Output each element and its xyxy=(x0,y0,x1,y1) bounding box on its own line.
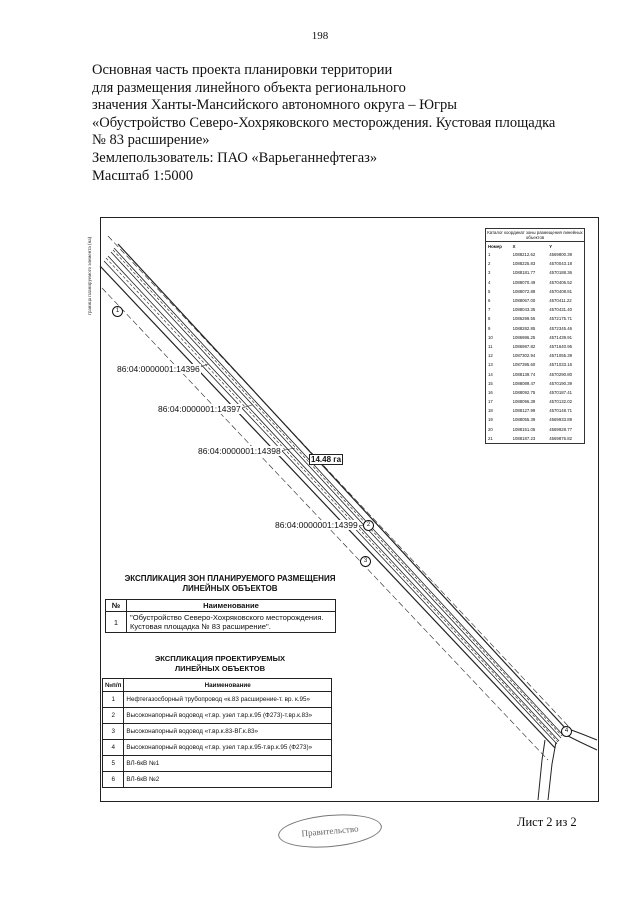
catalog-cell: 3 xyxy=(488,270,491,276)
catalog-cell: 21 xyxy=(488,435,493,441)
table-header-row xyxy=(106,600,336,612)
catalog-cell: 4570406.52 xyxy=(549,279,572,285)
table-row xyxy=(106,612,336,633)
catalog-header-cell: Номер xyxy=(488,243,502,249)
sheet-label: Лист 2 из 2 xyxy=(517,815,577,829)
catalog-cell: 4570132.02 xyxy=(549,399,572,405)
parcel-label: 86:04:0000001:14396 xyxy=(117,364,200,374)
catalog-cell: 20 xyxy=(488,426,493,432)
catalog-cell: 1088089.47 xyxy=(512,380,536,386)
catalog-cell: 5 xyxy=(488,288,491,294)
header-line: № 83 расширение» xyxy=(92,132,210,149)
catalog-cell: 1087302.94 xyxy=(512,353,536,359)
catalog-cell: 4569800.39 xyxy=(549,252,572,258)
zones-explication-title xyxy=(105,574,355,594)
catalog-cell: 6 xyxy=(488,298,491,304)
table-cell: 1 xyxy=(106,612,127,633)
table-cell: 5 xyxy=(103,756,124,772)
catalog-row xyxy=(486,379,584,388)
catalog-cell: 4570188.36 xyxy=(549,270,572,276)
catalog-cell: 4569933.89 xyxy=(549,417,572,423)
catalog-cell: 1088043.35 xyxy=(512,307,536,313)
table-cell: Нефтегазосборный трубопровод «к.83 расширение-т. вр. к.95» xyxy=(124,692,332,708)
catalog-cell: 1088181.77 xyxy=(512,270,536,276)
area-label: 14.48 га xyxy=(311,455,342,464)
catalog-cell: 1088067.00 xyxy=(512,298,536,304)
catalog-cell: 4570043.18 xyxy=(549,261,572,267)
table-row xyxy=(103,724,332,740)
table-cell: Высоконапорный водовод «т.вр. узел т.вр.к.95-т.вр.к.95 (Ф273)» xyxy=(124,740,332,756)
table-cell: 4 xyxy=(103,740,124,756)
table-cell: ВЛ-6кВ №2 xyxy=(124,772,332,788)
parcel-label: 86:04:0000001:14397 xyxy=(158,404,241,414)
catalog-cell: 4572175.71 xyxy=(549,316,572,322)
road-line xyxy=(548,742,556,800)
catalog-row xyxy=(486,259,584,268)
point-marker: 2 xyxy=(363,520,374,531)
catalog-cell: 1088127.99 xyxy=(512,408,536,414)
zones-title-line: ЛИНЕЙНЫХ ОБЪЕКТОВ xyxy=(182,584,278,593)
table-cell: Высоконапорный водовод «т.вр. узел т.вр.к.95 (Ф273)-т.вр.к.83» xyxy=(124,708,332,724)
table-cell: 3 xyxy=(103,724,124,740)
catalog-row xyxy=(486,342,584,351)
catalog-row xyxy=(486,324,584,333)
table-cell: ВЛ-6кВ №1 xyxy=(124,756,332,772)
point-marker: 1 xyxy=(112,306,123,317)
catalog-cell: 1086987.82 xyxy=(512,343,536,349)
catalog-cell: 8 xyxy=(488,316,491,322)
table-row xyxy=(103,772,332,788)
parcel-label: 86:04:0000001:14399 xyxy=(275,520,358,530)
catalog-cell: 15 xyxy=(488,380,493,386)
catalog-cell: 1088096.39 xyxy=(512,399,536,405)
coordinate-catalog xyxy=(485,228,585,444)
catalog-row xyxy=(486,305,584,314)
catalog-row xyxy=(486,278,584,287)
catalog-row xyxy=(486,434,584,443)
catalog-cell: 10 xyxy=(488,334,493,340)
catalog-cell: 4571033.16 xyxy=(549,362,572,368)
catalog-row xyxy=(486,369,584,378)
catalog-cell: 16 xyxy=(488,389,493,395)
catalog-cell: 1088282.85 xyxy=(512,325,536,331)
catalog-row xyxy=(486,360,584,369)
objects-title-line: ЛИНЕЙНЫХ ОБЪЕКТОВ xyxy=(174,664,266,673)
catalog-title: Каталог координат зоны размещения линейных объектов xyxy=(487,230,583,240)
header-line: Землепользователь: ПАО «Варьеганнефтегаз» xyxy=(92,149,378,166)
catalog-cell: 4570408.81 xyxy=(549,288,572,294)
table-header-cell: Наименование xyxy=(124,679,332,692)
catalog-cell: 12 xyxy=(488,353,493,359)
catalog-cell: 2 xyxy=(488,261,491,267)
catalog-cell: 4569928.77 xyxy=(549,426,572,432)
catalog-cell: 7 xyxy=(488,307,491,313)
parcel-label: 86:04:0000001:14398 xyxy=(198,446,281,456)
table-header-cell: №п/п xyxy=(103,679,124,692)
header-line: Основная часть проекта планировки территории xyxy=(92,62,393,78)
road-line xyxy=(538,740,545,800)
catalog-cell: 4570187.41 xyxy=(549,389,572,395)
catalog-row xyxy=(486,425,584,434)
road-line xyxy=(566,735,597,750)
catalog-row xyxy=(486,333,584,342)
catalog-cell: 4569876.82 xyxy=(549,435,572,441)
catalog-cell: 1088055.39 xyxy=(512,417,536,423)
catalog-cell: 1087395.60 xyxy=(512,362,536,368)
catalog-row xyxy=(486,351,584,360)
catalog-cell: 1 xyxy=(488,252,491,258)
catalog-cell: 19 xyxy=(488,417,493,423)
catalog-cell: 1088212.62 xyxy=(512,252,536,258)
catalog-cell: 17 xyxy=(488,399,493,405)
catalog-cell: 4 xyxy=(488,279,491,285)
zones-title-line: ЭКСПЛИКАЦИЯ ЗОН ПЛАНИРУЕМОГО РАЗМЕЩЕНИЯ xyxy=(124,574,336,583)
catalog-cell: 1086299.55 xyxy=(512,316,536,322)
catalog-row xyxy=(486,250,584,259)
catalog-row xyxy=(486,415,584,424)
header-line: Масштаб 1:5000 xyxy=(92,167,194,184)
objects-explication-table xyxy=(102,678,332,788)
catalog-table xyxy=(486,242,584,443)
table-cell: 6 xyxy=(103,772,124,788)
catalog-row xyxy=(486,268,584,277)
catalog-cell: 13 xyxy=(488,362,493,368)
point-marker: 3 xyxy=(360,556,371,567)
catalog-cell: 18 xyxy=(488,408,493,414)
catalog-cell: 4571439.91 xyxy=(549,334,572,340)
catalog-cell: 11 xyxy=(488,343,493,349)
catalog-cell: 1088070.49 xyxy=(512,279,536,285)
table-row xyxy=(103,708,332,724)
objects-explication-title xyxy=(120,654,320,674)
catalog-cell: 9 xyxy=(488,325,491,331)
map-side-label: граница планируемого элемента (на) xyxy=(88,236,93,315)
catalog-cell: 4570290.80 xyxy=(549,371,572,377)
catalog-cell: 4570431.40 xyxy=(549,307,572,313)
catalog-header-row xyxy=(486,242,584,250)
catalog-row xyxy=(486,296,584,305)
table-row xyxy=(103,740,332,756)
catalog-row xyxy=(486,287,584,296)
table-cell: "Обустройство Северо-Хохряковского месторождения. Кустовая площадка № 83 расширение". xyxy=(127,612,336,633)
catalog-cell: 1088187.23 xyxy=(512,435,536,441)
table-row xyxy=(103,692,332,708)
catalog-row xyxy=(486,388,584,397)
catalog-row xyxy=(486,406,584,415)
catalog-cell: 4571055.39 xyxy=(549,353,572,359)
table-cell: 2 xyxy=(103,708,124,724)
catalog-cell: 1088072.88 xyxy=(512,288,536,294)
catalog-cell: 1086986.25 xyxy=(512,334,536,340)
zones-explication-table xyxy=(105,599,336,633)
catalog-cell: 4570148.71 xyxy=(549,408,572,414)
catalog-row xyxy=(486,397,584,406)
catalog-row xyxy=(486,314,584,323)
catalog-cell: 1088092.75 xyxy=(512,389,536,395)
table-header-cell: Наименование xyxy=(127,600,336,612)
catalog-header-cell: X xyxy=(512,243,516,249)
table-cell: 1 xyxy=(103,692,124,708)
header-line: значения Ханты-Мансийского автономного округа – Югры xyxy=(92,97,457,114)
header-line: для размещения линейного объекта регионального xyxy=(92,79,406,96)
catalog-cell: 1088139.74 xyxy=(512,371,536,377)
table-row xyxy=(103,756,332,772)
point-marker: 4 xyxy=(561,726,572,737)
header-line: «Обустройство Северо-Хохряковского месторождения. Кустовая площадка xyxy=(92,114,556,131)
catalog-header-cell: Y xyxy=(549,243,553,249)
catalog-body xyxy=(486,250,584,443)
catalog-cell: 4570411.22 xyxy=(549,298,572,304)
catalog-cell: 4570190.39 xyxy=(549,380,572,386)
table-cell: Высоконапорный водовод «т.вр.к.83-ВГ.к.83» xyxy=(124,724,332,740)
page-number: 198 xyxy=(311,30,329,42)
catalog-cell: 14 xyxy=(488,371,493,377)
table-header-row xyxy=(103,679,332,692)
table-header-cell: № xyxy=(106,600,127,612)
objects-title-line: ЭКСПЛИКАЦИЯ ПРОЕКТИРУЕМЫХ xyxy=(154,654,286,663)
catalog-cell: 1088225.83 xyxy=(512,261,536,267)
catalog-cell: 4572345.46 xyxy=(549,325,572,331)
catalog-cell: 4571640.95 xyxy=(549,343,572,349)
official-stamp: Правительство xyxy=(277,811,383,852)
catalog-cell: 1088151.05 xyxy=(512,426,536,432)
